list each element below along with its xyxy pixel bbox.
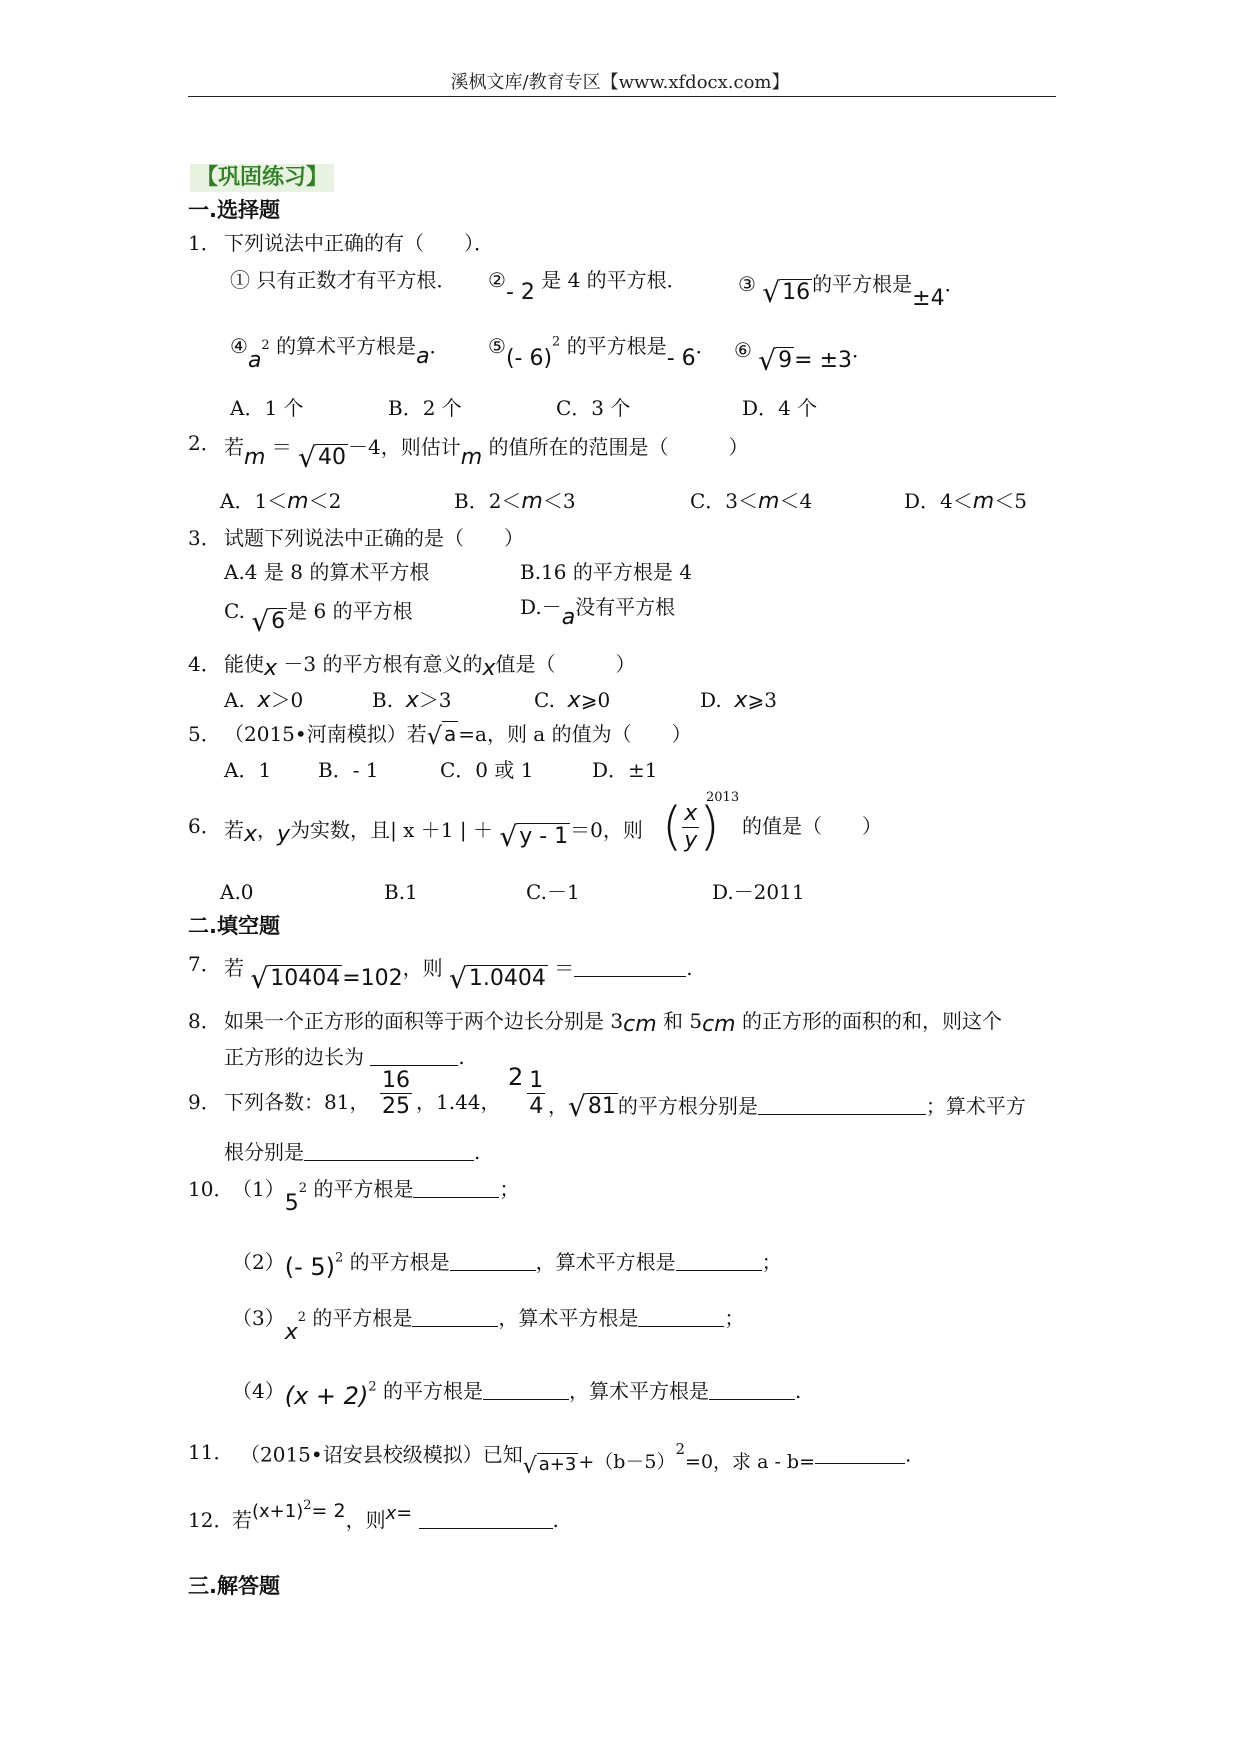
q10-3-arithmetic-root-blank[interactable] [638, 1306, 724, 1327]
q5-stem: （2015•河南模拟）若√ a =a，则 a 的值为（ ） [224, 722, 692, 750]
q11-answer-blank[interactable] [815, 1443, 905, 1464]
q2-option-b: B．2＜m＜3 [454, 489, 576, 514]
q5-option-b: B．- 1 [318, 758, 379, 782]
q9-line-1b: ，1.44， [416, 1090, 501, 1114]
section-choice-title: 一.选择题 [188, 198, 280, 222]
q2-option-c: C．3＜m＜4 [690, 489, 813, 514]
q9-line-1c: ，√81 的平方根分别是 ；算术平方 [548, 1090, 1026, 1123]
q6-number: 6． [188, 814, 221, 838]
sqrt-16: √16 [762, 276, 811, 309]
page-header: 溪枫文库/教育专区【www.xfdocx.com】 [450, 72, 790, 93]
q4-stem: 能使x －3 的平方根有意义的x值是（ ） [224, 652, 636, 681]
section-fill-title: 二.填空题 [188, 914, 280, 938]
q6-option-b: B.1 [384, 880, 418, 904]
q8-number: 8． [188, 1009, 221, 1033]
q5-option-d: D．±1 [592, 758, 658, 782]
q10-part-3: $(3)x^2$ 的平方根是 ，算术平方根是 ； [232, 1306, 745, 1345]
q5-option-c: C．0 或 1 [440, 758, 534, 782]
q5-option-a: A．1 [224, 758, 272, 782]
q5-number: 5． [188, 722, 221, 746]
sqrt-9: √9 [758, 344, 793, 377]
q1-option-a: A．1 个 [230, 396, 304, 420]
q8-answer-blank[interactable] [370, 1045, 458, 1066]
q7-stem: 若 √10404=102，则 √1.0404 ＝ . [224, 956, 693, 995]
q9-arithmetic-roots-blank[interactable] [304, 1140, 474, 1161]
q4-option-a: A. x＞0 [224, 688, 304, 713]
sqrt-a: √ a [426, 722, 457, 750]
q1-stem: 下列说法中正确的有（ ）． [224, 231, 494, 255]
q8-line-1: 如果一个正方形的面积等于两个边长分别是 3cm 和 5cm 的正方形的面积的和，则这个 [224, 1009, 1002, 1037]
q10-number: 10． [188, 1177, 234, 1201]
q11-number: 11． [188, 1440, 234, 1464]
q10-part-4: $(4)(x + 2)^2$ 的平方根是 ，算术平方根是 . [232, 1379, 802, 1410]
sqrt-1-0404: √1.0404 [449, 962, 546, 995]
q9-square-roots-blank[interactable] [758, 1094, 926, 1115]
q3-option-a: A.4 是 8 的算术平方根 [224, 560, 430, 584]
q10-part-1: $(1)5^2$ 的平方根是 ； [232, 1177, 520, 1216]
q4-option-c: C. x⩾0 [534, 688, 611, 713]
q2-stem: 若m ＝ √40 －4，则估计m 的值所在的范围是（ ） [224, 435, 749, 474]
q9-line-1: 下列各数：81， [224, 1090, 370, 1114]
q3-option-b: B.16 的平方根是 4 [520, 560, 692, 584]
q9-mixed-number: 2 $\frac{1}{4}$ [508, 1063, 544, 1120]
q6-stem-a: 若x，y为实数，且| x ＋1 | ＋ √y - 1 ＝0，则 [224, 818, 643, 853]
q12-answer-blank[interactable] [419, 1508, 553, 1529]
q1-option-d: D．4 个 [742, 396, 818, 420]
fraction-16-25: $\frac{16}{25}$ [382, 1068, 410, 1120]
q11-stem: （2015•诏安县校级模拟）已知√ $a+3 +(b-5)^2=0$，求 a - b= . [240, 1440, 912, 1479]
fraction-x-over-y: $\frac{x}{y}$ [684, 801, 698, 853]
q1-option-b: B．2 个 [388, 396, 462, 420]
q10-4-square-root-blank[interactable] [483, 1379, 569, 1400]
header-rule [188, 96, 1056, 97]
q1-statement-6: ⑥ √9= ±3． [734, 338, 872, 377]
q6-fraction: ( $\frac{x}{y}$ ) [662, 797, 720, 857]
q1-statement-3: ③ √16 的平方根是±4． [738, 272, 965, 311]
section-answer-title: 三.解答题 [188, 1574, 280, 1598]
q9-line-2: 根分别是 . [224, 1140, 481, 1164]
sqrt-y-minus-1: √y - 1 [499, 820, 569, 853]
q3-number: 3． [188, 526, 221, 550]
q10-4-arithmetic-root-blank[interactable] [709, 1379, 795, 1400]
q1-number: 1． [188, 231, 221, 255]
q10-part-2: （2）(- 5)$^2$ 的平方根是 ，算术平方根是 ； [232, 1250, 782, 1281]
q6-stem-b: 的值是（ ） [742, 814, 882, 838]
q10-3-square-root-blank[interactable] [412, 1306, 498, 1327]
sqrt-6: √6 [251, 605, 286, 638]
q4-number: 4． [188, 652, 221, 676]
q12-stem: 若$(x+1)^2= 2$，则x= . [232, 1498, 559, 1532]
q3-option-d: D.－a没有平方根 [520, 595, 676, 630]
q6-exponent: 2013 [706, 790, 740, 805]
q1-statement-2: ②- 2 是 4 的平方根． [488, 268, 687, 305]
q2-option-a: A．1＜m＜2 [220, 489, 342, 514]
q10-1-blank[interactable] [413, 1177, 499, 1198]
fraction-1-4: $\frac{1}{4}$ [529, 1068, 544, 1120]
q3-option-c: C. √6 是 6 的平方根 [224, 599, 413, 638]
q6-option-c: C.－1 [526, 880, 580, 904]
q1-option-c: C．3 个 [556, 396, 631, 420]
q1-statement-4: $④a^2$ 的算术平方根是a． [230, 334, 450, 373]
q2-option-d: D．4＜m＜5 [904, 489, 1027, 514]
q9-number: 9． [188, 1090, 221, 1114]
q1-statement-1: ① 只有正数才有平方根． [230, 268, 457, 292]
q4-option-b: B. x＞3 [372, 688, 452, 713]
q12-number: 12． [188, 1508, 234, 1532]
q7-answer-blank[interactable] [574, 956, 686, 977]
q10-2-square-root-blank[interactable] [450, 1250, 536, 1271]
sqrt-10404: √10404 [250, 962, 341, 995]
q6-option-d: D.－2011 [712, 880, 805, 904]
q8-line-2: 正方形的边长为 . [224, 1045, 465, 1069]
sqrt-a-plus-3: √ a+3 [522, 1453, 577, 1479]
sqrt-81: √81 [568, 1090, 616, 1123]
q10-2-arithmetic-root-blank[interactable] [676, 1250, 762, 1271]
q7-number: 7． [188, 952, 221, 976]
q6-option-a: A.0 [220, 880, 254, 904]
q4-option-d: D. x⩾3 [700, 688, 777, 713]
q3-stem: 试题下列说法中正确的是（ ） [224, 526, 524, 550]
q2-number: 2． [188, 431, 221, 455]
sqrt-40: √40 [298, 441, 346, 474]
q1-statement-5: ⑤(- 6)$^2$ 的平方根是- 6． [488, 334, 716, 371]
q9-fraction-16-25 [380, 1068, 412, 1120]
section-badge: 【巩固练习】 [190, 164, 334, 192]
